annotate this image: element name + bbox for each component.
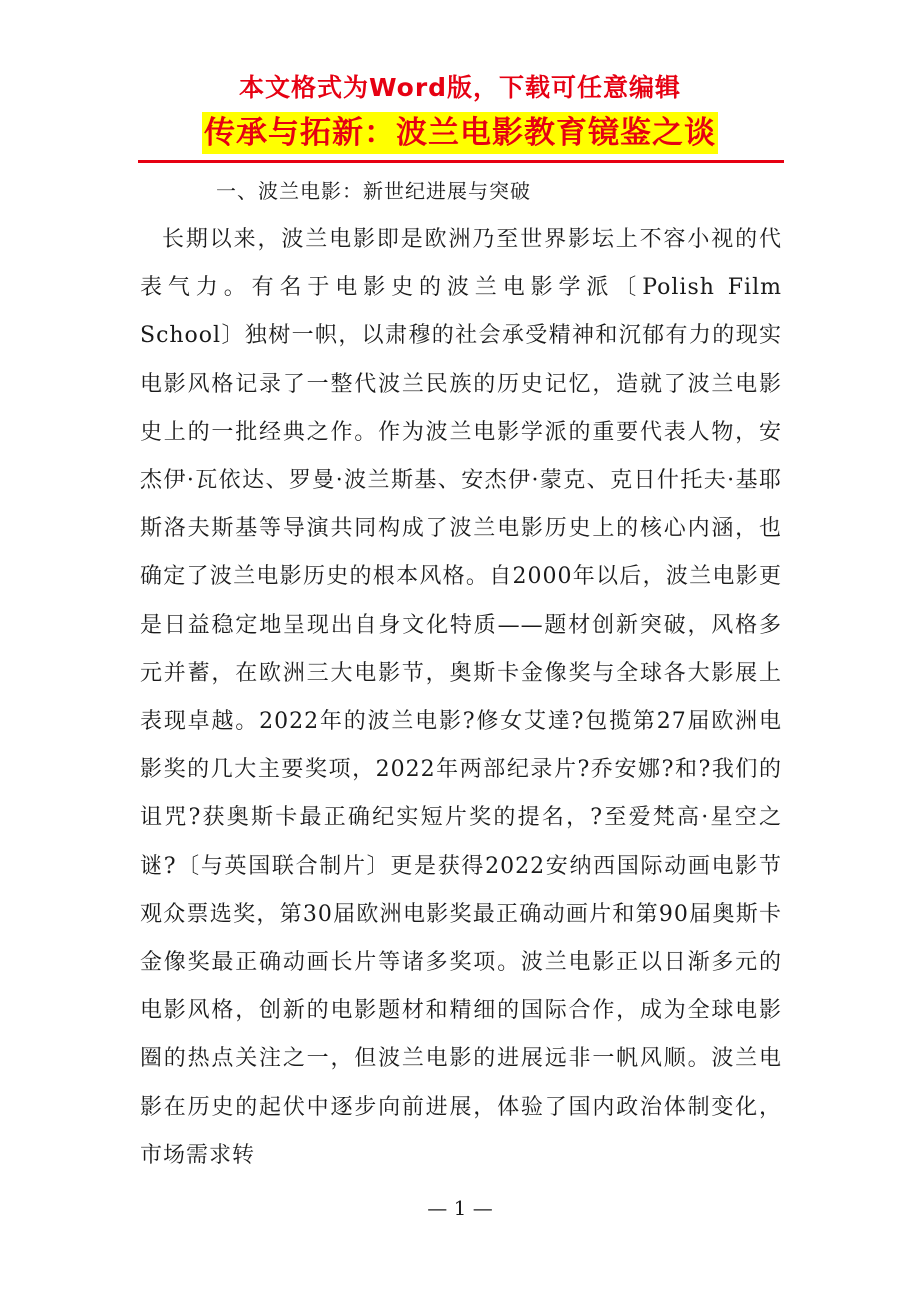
page-number: — 1 — [427,1196,493,1220]
title-divider [138,160,784,163]
body-paragraph: 长期以来，波兰电影即是欧洲乃至世界影坛上不容小视的代表气力。有名于电影史的波兰电影学派〔Polish Film School〕独树一帜，以肃穆的社会承受精神和沉郁有力的现实电影风格记录了一整代波兰民族的历史记忆，造就了波兰电影史上的一批经典之作。作为波兰电影学派的重要代表人物，安杰伊·瓦依达、罗曼·波兰斯基、安杰伊·蒙克、克日什托夫·基耶斯洛夫斯基等导演共同构成了波兰电影历史上的核心内涵，也确定了波兰电影历史的根本风格。自2000年以后，波兰电影更是日益稳定地呈现出自身文化特质——题材创新突破，风格多元并蓄，在欧洲三大电影节，奥斯卡金像奖与全球各大影展上表现卓越。2022年的波兰电影?修女艾達?包揽第27届欧洲电影奖的几大主要奖项，2022年两部纪录片?乔安娜?和?我们的诅咒?获奥斯卡最正确纪实短片奖的提名，?至爱梵高·星空之谜?〔与英国联合制片〕更是获得2022安纳西国际动画电影节观众票选奖，第30届欧洲电影奖最正确动画片和第90届奥斯卡金像奖最正确动画长片等诸多奖项。波兰电影正以日渐多元的电影风格，创新的电影题材和精细的国际合作，成为全球电影圈的热点关注之一，但波兰电影的进展远非一帆风顺。波兰电影在历史的起伏中逐步向前进展，体验了国内政治体制变化，市场需求转 [140,227,782,1168]
document-title: 传承与拓新：波兰电影教育镜鉴之谈 [202,112,718,154]
title-container [0,112,920,154]
format-notice-banner: 本文格式为Word版，下载可任意编辑 [238,73,682,102]
section-heading: 一、波兰电影：新世纪进展与突破 [216,179,531,203]
